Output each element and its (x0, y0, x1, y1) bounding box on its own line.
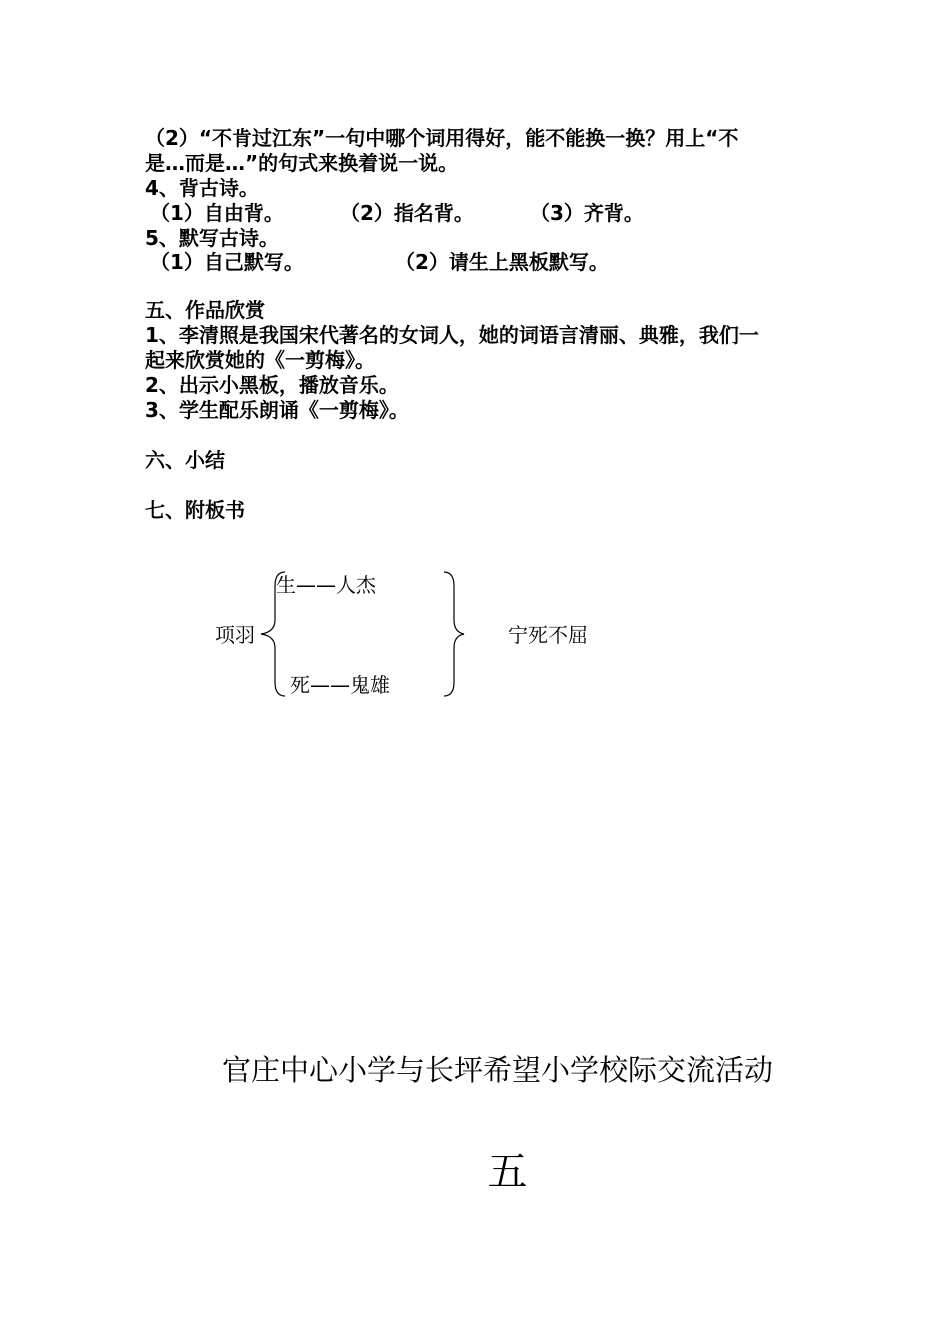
step-5-option-1: （1）自己默写。 (150, 250, 304, 274)
footer-number: 五 (487, 1149, 528, 1195)
section-5-item-1-line-2: 起来欣赏她的《一剪梅》。 (145, 348, 375, 372)
section-5-item-2: 2、出示小黑板，播放音乐。 (145, 373, 399, 397)
question-2-line-2: 是…而是…”的句式来换着说一说。 (145, 151, 459, 175)
board-bottom-line: 死——鬼雄 (290, 673, 390, 697)
step-5-heading: 5、默写古诗。 (145, 226, 279, 250)
right-brace (438, 568, 468, 700)
step-4-option-1: （1）自由背。 (150, 201, 284, 225)
section-5-item-1-line-1: 1、李清照是我国宋代著名的女词人，她的词语言清丽、典雅，我们一 (145, 323, 759, 347)
section-5-item-3: 3、学生配乐朗诵《一剪梅》。 (145, 398, 409, 422)
step-4-heading: 4、背古诗。 (145, 176, 259, 200)
board-subject: 项羽 (215, 623, 255, 647)
board-conclusion: 宁死不屈 (508, 623, 588, 647)
step-4-option-2: （2）指名背。 (340, 201, 474, 225)
step-5-option-2: （2）请生上黑板默写。 (395, 250, 609, 274)
step-4-option-3: （3）齐背。 (530, 201, 644, 225)
board-top-line: 生——人杰 (276, 573, 376, 597)
question-2-line-1: （2）“不肯过江东”一句中哪个词用得好，能不能换一换？用上“不 (145, 126, 739, 150)
section-7-title: 七、附板书 (145, 498, 245, 522)
section-5-title: 五、作品欣赏 (145, 298, 265, 322)
section-6-title: 六、小结 (145, 448, 225, 472)
footer-title: 官庄中心小学与长坪希望小学校际交流活动 (221, 1053, 773, 1087)
